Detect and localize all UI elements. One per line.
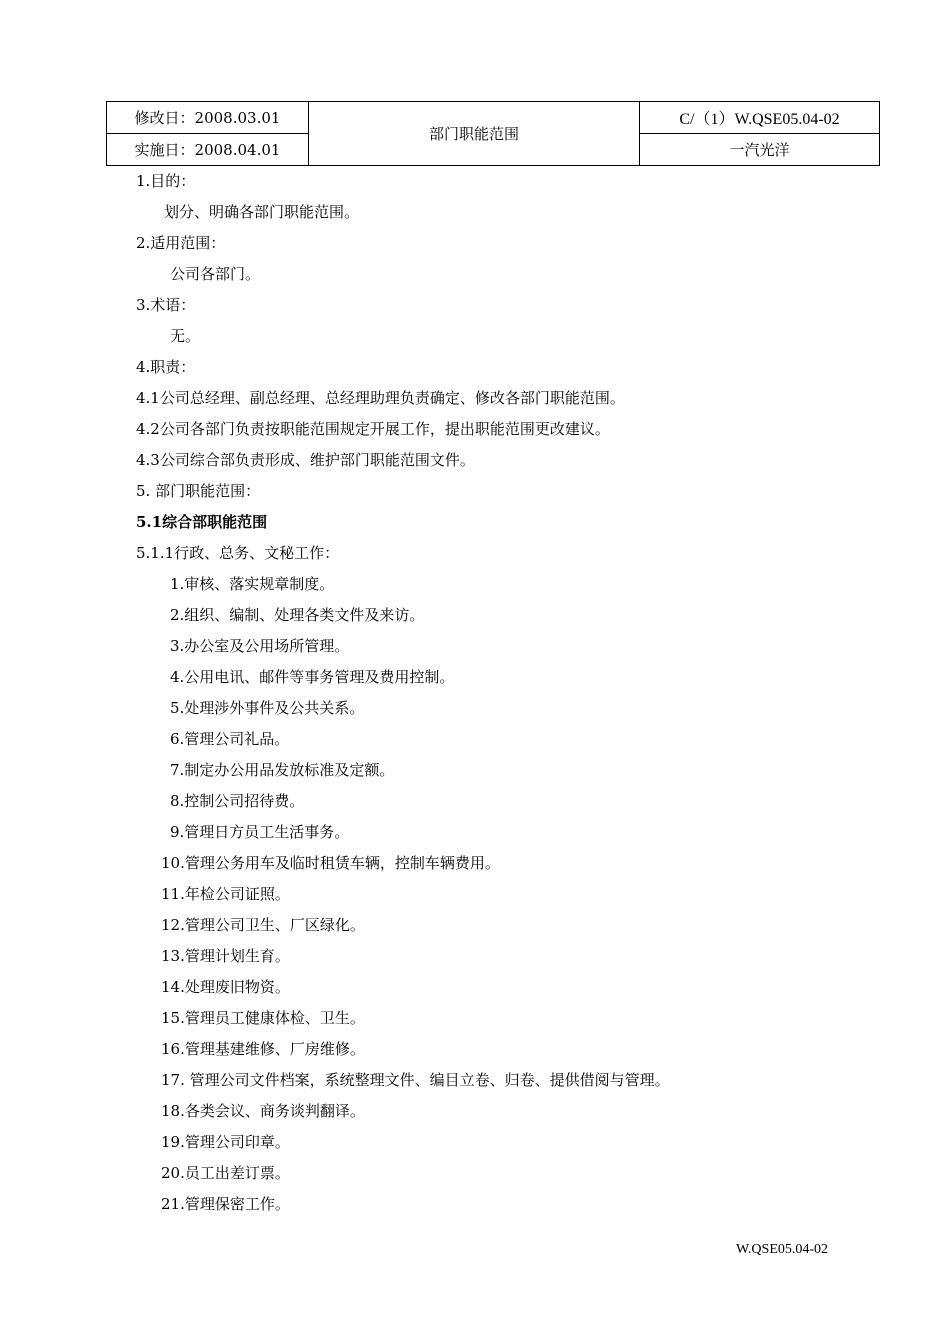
list-item: 8.控制公司招待费。 — [170, 792, 305, 810]
list-item: 5.处理涉外事件及公共关系。 — [170, 699, 365, 717]
document-header-table — [106, 101, 880, 166]
list-item: 15.管理员工健康体检、卫生。 — [161, 1009, 365, 1027]
list-item: 14.处理废旧物资。 — [161, 978, 290, 996]
section-heading: 5. 部门职能范围： — [136, 482, 261, 500]
footer-doc-code: W.QSE05.04-02 — [736, 1242, 829, 1257]
subsection-heading: 5.1.1行政、总务、文秘工作： — [136, 544, 340, 562]
list-item: 11.年检公司证照。 — [161, 885, 290, 903]
list-item: 21.管理保密工作。 — [161, 1195, 290, 1213]
paragraph: 公司各部门。 — [170, 265, 261, 283]
list-item: 13.管理计划生育。 — [161, 947, 290, 965]
list-item: 20.员工出差订票。 — [161, 1164, 290, 1182]
document-code: C/（1）W.QSE05.04-02 — [640, 102, 880, 134]
list-item: 16.管理基建维修、厂房维修。 — [161, 1040, 365, 1058]
paragraph: 4.1公司总经理、副总经理、总经理助理负责确定、修改各部门职能范围。 — [136, 389, 625, 407]
list-item: 6.管理公司礼品。 — [170, 730, 290, 748]
section-heading: 1.目的： — [136, 172, 196, 190]
list-item: 9.管理日方员工生活事务。 — [170, 823, 350, 841]
list-item: 19.管理公司印章。 — [161, 1133, 290, 1151]
list-item: 12.管理公司卫生、厂区绿化。 — [161, 916, 365, 934]
section-heading: 2.适用范围： — [136, 234, 226, 252]
paragraph: 4.2公司各部门负责按职能范围规定开展工作，提出职能范围更改建议。 — [136, 420, 610, 438]
subsection-heading: 5.1综合部职能范围 — [136, 513, 268, 531]
list-item: 7.制定办公用品发放标准及定额。 — [170, 761, 395, 779]
effective-date: 实施日：2008.04.01 — [107, 134, 309, 166]
company-name: 一汽光洋 — [640, 134, 880, 166]
list-item: 17. 管理公司文件档案，系统整理文件、编目立卷、归卷、提供借阅与管理。 — [161, 1071, 670, 1089]
list-item: 18.各类会议、商务谈判翻译。 — [161, 1102, 365, 1120]
paragraph: 4.3公司综合部负责形成、维护部门职能范围文件。 — [136, 451, 475, 469]
list-item: 4.公用电讯、邮件等事务管理及费用控制。 — [170, 668, 455, 686]
paragraph: 划分、明确各部门职能范围。 — [164, 203, 360, 221]
paragraph: 无。 — [170, 327, 201, 345]
revise-date: 修改日：2008.03.01 — [107, 102, 309, 134]
list-item: 3.办公室及公用场所管理。 — [170, 637, 350, 655]
section-heading: 4.职责： — [136, 358, 196, 376]
list-item: 10.管理公务用车及临时租赁车辆，控制车辆费用。 — [161, 854, 500, 872]
list-item: 1.审核、落实规章制度。 — [170, 575, 335, 593]
document-title: 部门职能范围 — [309, 102, 640, 166]
section-heading: 3.术语： — [136, 296, 196, 314]
list-item: 2.组织、编制、处理各类文件及来访。 — [170, 606, 425, 624]
